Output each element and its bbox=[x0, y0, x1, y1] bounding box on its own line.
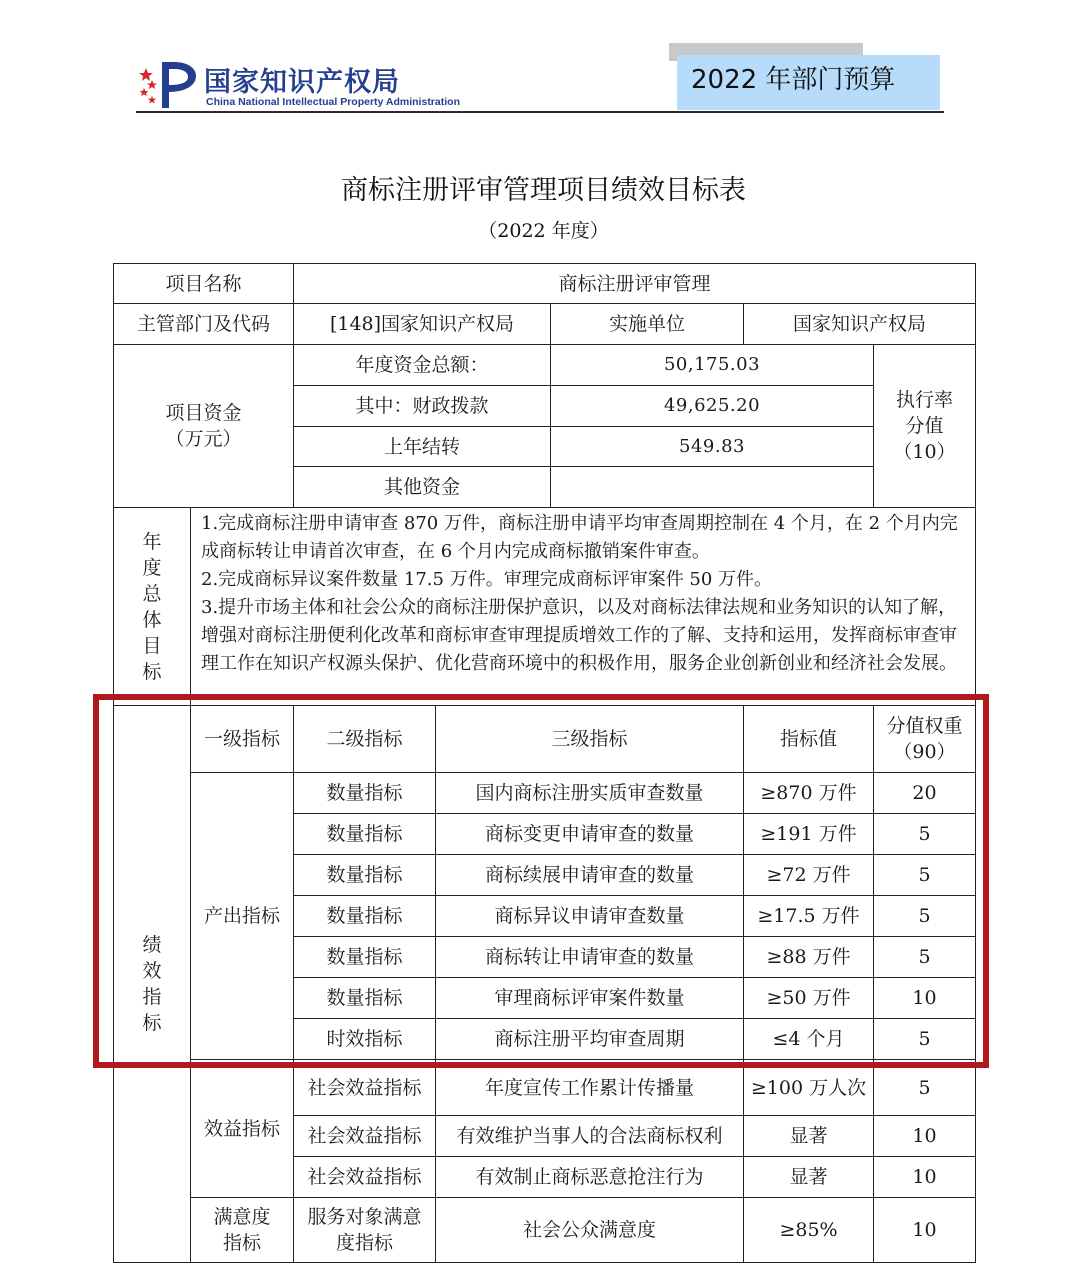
document-title: 商标注册评审管理项目绩效目标表 bbox=[341, 175, 746, 206]
indicator-label-char: 标 bbox=[142, 1012, 162, 1034]
value-cell: 显著 bbox=[744, 1116, 874, 1157]
weight-cell: 20 bbox=[874, 773, 976, 814]
table-row bbox=[114, 304, 976, 345]
weight-cell: 10 bbox=[874, 978, 976, 1019]
level2-cell: 社会效益指标 bbox=[294, 1157, 436, 1198]
annual-goals-text bbox=[191, 508, 976, 706]
goal-label-char: 度 bbox=[142, 556, 162, 579]
indicator-label-char: 绩 bbox=[142, 934, 162, 956]
goal-label-char: 体 bbox=[142, 608, 162, 631]
fiscal-funds-label: 其中：财政拨款 bbox=[294, 386, 551, 427]
performance-indicators-label bbox=[114, 706, 191, 1263]
value-cell: ≥17.5 万件 bbox=[744, 896, 874, 937]
cnipa-emblem-icon bbox=[138, 58, 204, 110]
level3-cell: 商标异议申请审查数量 bbox=[436, 896, 744, 937]
value-cell: ≥50 万件 bbox=[744, 978, 874, 1019]
level2-cell: 数量指标 bbox=[294, 937, 436, 978]
group-output: 产出指标 bbox=[191, 773, 294, 1060]
level3-cell: 年度宣传工作累计传播量 bbox=[436, 1060, 744, 1116]
value-cell: ≥100 万人次 bbox=[744, 1060, 874, 1116]
dept-label: 主管部门及代码 bbox=[114, 304, 294, 345]
cnipa-logo bbox=[138, 58, 460, 110]
level2-line1: 服务对象满意 bbox=[307, 1206, 422, 1228]
logo-chinese-name: 国家知识产权局 bbox=[204, 67, 400, 98]
total-funds-label: 年度资金总额： bbox=[294, 345, 551, 386]
level2-cell: 数量指标 bbox=[294, 773, 436, 814]
level3-cell: 有效制止商标恶意抢注行为 bbox=[436, 1157, 744, 1198]
other-funds-value bbox=[551, 467, 874, 508]
exec-rate-line2: 分值（10） bbox=[893, 415, 956, 463]
value-cell: ≥85% bbox=[744, 1198, 874, 1263]
weight-cell: 10 bbox=[874, 1157, 976, 1198]
header-divider bbox=[136, 111, 944, 113]
level2-cell bbox=[294, 1198, 436, 1263]
exec-rate-label bbox=[874, 345, 976, 508]
exec-rate-line1: 执行率 bbox=[896, 389, 954, 411]
header-weight-line2: （90） bbox=[893, 741, 956, 763]
level3-cell: 社会公众满意度 bbox=[436, 1198, 744, 1263]
other-funds-label: 其他资金 bbox=[294, 467, 551, 508]
table-row bbox=[114, 1060, 976, 1116]
value-cell: 显著 bbox=[744, 1157, 874, 1198]
header-weight-line1: 分值权重 bbox=[886, 715, 963, 737]
goal-item: 3.提升市场主体和社会公众的商标注册保护意识，以及对商标法律法规和业务知识的认知了解，增强对商标注册便利化改革和商标审查审理提质增效工作的了解、支持和运用，发挥商标审查审理工作在知识产权源头保护、优化营商环境中的积极作用，服务企业创新创业和经济社会发展。 bbox=[201, 597, 957, 674]
goal-item: 2.完成商标异议案件数量 17.5 万件。审理完成商标评审案件 50 万件。 bbox=[201, 569, 773, 590]
value-cell: ≥88 万件 bbox=[744, 937, 874, 978]
weight-cell: 5 bbox=[874, 1060, 976, 1116]
level3-cell: 有效维护当事人的合法商标权利 bbox=[436, 1116, 744, 1157]
table-row bbox=[114, 508, 976, 706]
value-cell: ≥72 万件 bbox=[744, 855, 874, 896]
level2-cell: 时效指标 bbox=[294, 1019, 436, 1060]
page-header bbox=[0, 0, 1080, 120]
weight-cell: 5 bbox=[874, 896, 976, 937]
weight-cell: 5 bbox=[874, 937, 976, 978]
goal-item: 1.完成商标注册申请审查 870 万件，商标注册申请平均审查周期控制在 4 个月，在 2 个月内完成商标转让申请首次审查，在 6 个月内完成商标撤销案件审查。 bbox=[201, 513, 958, 562]
table-row bbox=[114, 773, 976, 814]
table-row bbox=[114, 345, 976, 386]
performance-target-table bbox=[113, 263, 976, 1263]
level2-cell: 数量指标 bbox=[294, 896, 436, 937]
level3-cell: 商标续展申请审查的数量 bbox=[436, 855, 744, 896]
logo-english-name: China National Intellectual Property Administration bbox=[206, 96, 460, 108]
funds-label-line2: （万元） bbox=[165, 428, 242, 450]
weight-cell: 5 bbox=[874, 814, 976, 855]
group-benefit: 效益指标 bbox=[191, 1060, 294, 1198]
level2-cell: 数量指标 bbox=[294, 978, 436, 1019]
document-year: （2022 年度） bbox=[478, 220, 609, 242]
carryover-label: 上年结转 bbox=[294, 427, 551, 467]
table-row bbox=[114, 264, 976, 304]
level3-cell: 国内商标注册实质审查数量 bbox=[436, 773, 744, 814]
level3-cell: 审理商标评审案件数量 bbox=[436, 978, 744, 1019]
group-satisfaction-line2: 指标 bbox=[223, 1232, 262, 1254]
level3-cell: 商标变更申请审查的数量 bbox=[436, 814, 744, 855]
project-name-value: 商标注册评审管理 bbox=[294, 264, 976, 304]
budget-year-badge: 2022 年部门预算 bbox=[677, 55, 940, 110]
funds-label-line1: 项目资金 bbox=[165, 402, 242, 424]
value-cell: ≤4 个月 bbox=[744, 1019, 874, 1060]
weight-cell: 5 bbox=[874, 1019, 976, 1060]
goal-label-char: 总 bbox=[142, 582, 162, 605]
goal-label-char: 目 bbox=[142, 634, 162, 657]
table-row bbox=[114, 706, 976, 773]
group-satisfaction-line1: 满意度 bbox=[213, 1206, 271, 1228]
header-level2: 二级指标 bbox=[294, 706, 436, 773]
value-cell: ≥191 万件 bbox=[744, 814, 874, 855]
weight-cell: 10 bbox=[874, 1198, 976, 1263]
header-level1: 一级指标 bbox=[191, 706, 294, 773]
funds-label bbox=[114, 345, 294, 508]
level3-cell: 商标转让申请审查的数量 bbox=[436, 937, 744, 978]
group-satisfaction bbox=[191, 1198, 294, 1263]
impl-unit-label: 实施单位 bbox=[551, 304, 744, 345]
value-cell: ≥870 万件 bbox=[744, 773, 874, 814]
impl-unit-value: 国家知识产权局 bbox=[744, 304, 976, 345]
indicator-label-char: 效 bbox=[142, 960, 162, 982]
level2-cell: 社会效益指标 bbox=[294, 1116, 436, 1157]
indicator-label-char: 指 bbox=[142, 986, 162, 1008]
level2-cell: 社会效益指标 bbox=[294, 1060, 436, 1116]
fiscal-funds-value: 49,625.20 bbox=[551, 386, 874, 427]
weight-cell: 10 bbox=[874, 1116, 976, 1157]
level2-cell: 数量指标 bbox=[294, 855, 436, 896]
goal-label-char: 年 bbox=[142, 530, 162, 553]
weight-cell: 5 bbox=[874, 855, 976, 896]
level2-cell: 数量指标 bbox=[294, 814, 436, 855]
header-level3: 三级指标 bbox=[436, 706, 744, 773]
level3-cell: 商标注册平均审查周期 bbox=[436, 1019, 744, 1060]
header-weight bbox=[874, 706, 976, 773]
total-funds-value: 50,175.03 bbox=[551, 345, 874, 386]
goal-label-char: 标 bbox=[142, 660, 162, 683]
carryover-value: 549.83 bbox=[551, 427, 874, 467]
header-value: 指标值 bbox=[744, 706, 874, 773]
level2-line2: 度指标 bbox=[336, 1232, 394, 1254]
annual-goals-label bbox=[114, 508, 191, 706]
table-row bbox=[114, 1198, 976, 1263]
project-name-label: 项目名称 bbox=[114, 264, 294, 304]
dept-value: [148]国家知识产权局 bbox=[294, 304, 551, 345]
